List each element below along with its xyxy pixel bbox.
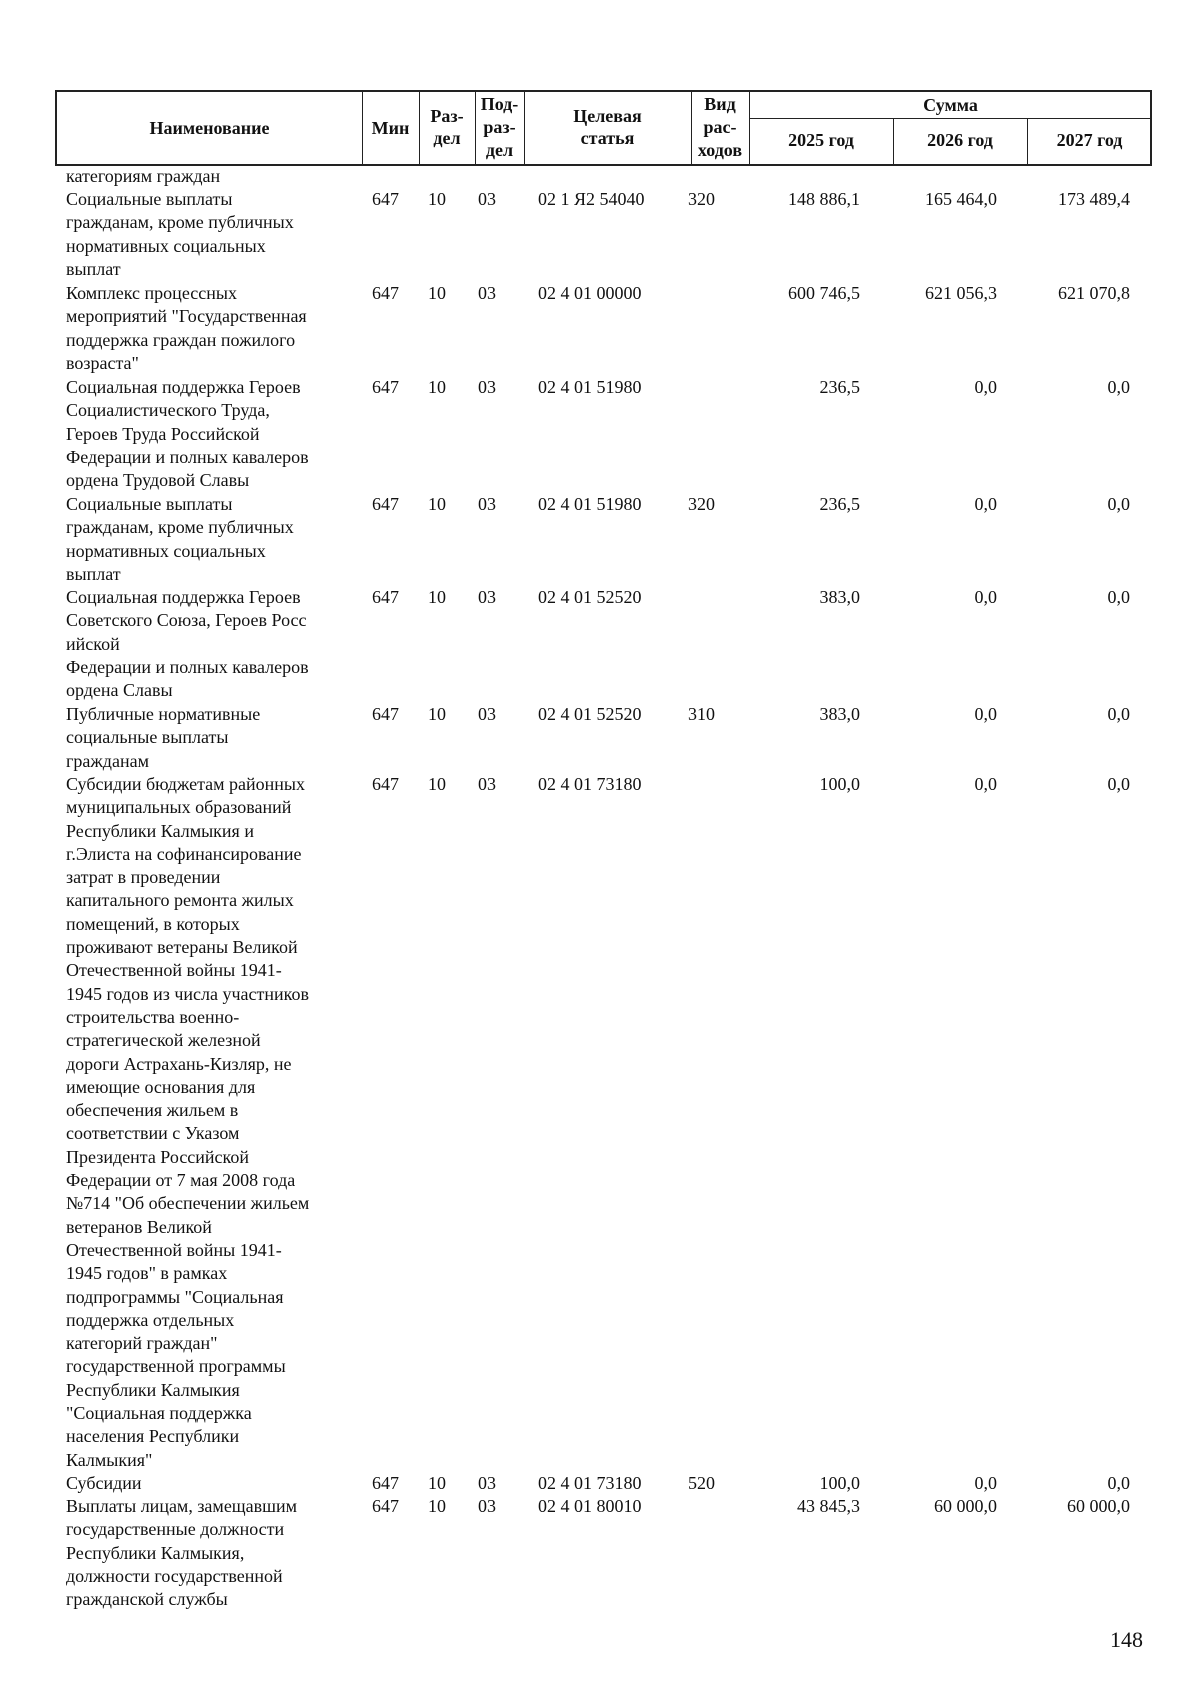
cell-vid: 520 bbox=[688, 1473, 715, 1493]
cell-2025: 43 845,3 bbox=[797, 1496, 860, 1516]
row-name-line: соответствии с Указом bbox=[66, 1123, 240, 1144]
row-name-line: поддержка отдельных bbox=[66, 1309, 235, 1330]
cell-razdel: 10 bbox=[428, 704, 446, 724]
row-name-line: Публичные нормативные bbox=[66, 704, 261, 724]
row-name-line: поддержка граждан пожилого bbox=[66, 329, 296, 350]
cell-2026: 60 000,0 bbox=[934, 1496, 997, 1516]
header-2025: 2025 год bbox=[788, 130, 854, 150]
row-name bbox=[66, 586, 356, 702]
cell-2025: 100,0 bbox=[819, 1473, 860, 1493]
row-name-line: нормативных социальных bbox=[66, 235, 266, 256]
cell-2027: 621 070,8 bbox=[1058, 283, 1130, 303]
header-summa: Сумма bbox=[923, 95, 978, 115]
header-vid-2: рас- bbox=[703, 117, 737, 137]
row-name-line: гражданам, кроме публичных bbox=[66, 212, 294, 233]
row-name bbox=[66, 1495, 356, 1611]
row-name-line: нормативных социальных bbox=[66, 540, 266, 561]
cell-podrazdel: 03 bbox=[478, 1473, 496, 1493]
cell-2027: 0,0 bbox=[1107, 704, 1130, 724]
row-name-line: возраста" bbox=[66, 352, 139, 373]
cell-razdel: 10 bbox=[428, 774, 446, 794]
row-name-line: ийской bbox=[66, 633, 120, 654]
cell-podrazdel: 03 bbox=[478, 704, 496, 724]
row-name-line: социальные выплаты bbox=[66, 727, 229, 748]
cell-2027: 0,0 bbox=[1107, 1473, 1130, 1493]
row-name-line: Республики Калмыкия, bbox=[66, 1542, 245, 1563]
row-name-line: должности государственной bbox=[66, 1565, 283, 1586]
cell-2026: 0,0 bbox=[974, 774, 997, 794]
row-name bbox=[66, 188, 356, 281]
row-name-line: капитального ремонта жилых bbox=[66, 890, 294, 911]
row-name-line: Федерации и полных кавалеров bbox=[66, 446, 309, 467]
row-name-line: строительства военно- bbox=[66, 1006, 240, 1027]
row-name-line: выплат bbox=[66, 258, 121, 279]
row-name bbox=[66, 773, 356, 1472]
cell-2026: 0,0 bbox=[974, 704, 997, 724]
cell-2026: 165 464,0 bbox=[925, 189, 997, 209]
row-name bbox=[66, 703, 356, 773]
row-name-line: затрат в проведении bbox=[66, 867, 221, 888]
row-name-line: Комплекс процессных bbox=[66, 283, 237, 303]
cell-min: 647 bbox=[372, 1473, 399, 1493]
cell-min: 647 bbox=[372, 587, 399, 607]
row-name-line: Социальные выплаты bbox=[66, 189, 233, 209]
row-name-line: ордена Трудовой Славы bbox=[66, 470, 250, 491]
cell-razdel: 10 bbox=[428, 377, 446, 397]
row-name-line: помещений, в которых bbox=[66, 913, 240, 934]
row-name-line: Социальная поддержка Героев bbox=[66, 587, 301, 607]
row-name-line: категорий граждан" bbox=[66, 1333, 218, 1354]
cell-2027: 60 000,0 bbox=[1067, 1496, 1130, 1516]
header-vid-3: ходов bbox=[697, 140, 743, 160]
cell-2027: 0,0 bbox=[1107, 377, 1130, 397]
cell-celevaya: 02 4 01 51980 bbox=[538, 494, 642, 514]
cell-2025: 100,0 bbox=[819, 774, 860, 794]
cell-2027: 0,0 bbox=[1107, 494, 1130, 514]
cell-min: 647 bbox=[372, 774, 399, 794]
header-razdel-2: дел bbox=[433, 128, 461, 148]
row-name-line: Социалистического Труда, bbox=[66, 400, 270, 421]
row-name-line: г.Элиста на софинансирование bbox=[66, 843, 302, 864]
row-name-line: №714 "Об обеспечении жильем bbox=[66, 1193, 310, 1214]
row-name-line: 1945 годов" в рамках bbox=[66, 1263, 228, 1284]
header-podrazdel-2: раз- bbox=[483, 117, 516, 137]
cell-celevaya: 02 4 01 73180 bbox=[538, 774, 642, 794]
cell-celevaya: 02 4 01 73180 bbox=[538, 1473, 642, 1493]
cell-podrazdel: 03 bbox=[478, 587, 496, 607]
cell-razdel: 10 bbox=[428, 1473, 446, 1493]
page-number: 148 bbox=[1110, 1627, 1143, 1652]
cell-2025: 236,5 bbox=[819, 494, 860, 514]
row-name bbox=[66, 376, 356, 492]
cell-min: 647 bbox=[372, 1496, 399, 1516]
cell-celevaya: 02 4 01 51980 bbox=[538, 377, 642, 397]
cell-razdel: 10 bbox=[428, 189, 446, 209]
cell-min: 647 bbox=[372, 377, 399, 397]
header-podrazdel-1: Под- bbox=[480, 94, 519, 114]
header-razdel-1: Раз- bbox=[430, 106, 464, 126]
header-podrazdel-3: дел bbox=[485, 140, 514, 160]
row-name-line: Советского Союза, Героев Росс bbox=[66, 610, 307, 631]
row-name-line: Отечественной войны 1941- bbox=[66, 960, 282, 981]
cell-2025: 383,0 bbox=[819, 587, 860, 607]
cell-min: 647 bbox=[372, 704, 399, 724]
cell-vid: 320 bbox=[688, 189, 715, 209]
cell-podrazdel: 03 bbox=[478, 283, 496, 303]
row-name-line: Республики Калмыкия bbox=[66, 1379, 240, 1400]
row-name-line: населения Республики bbox=[66, 1426, 240, 1447]
row-name-line: выплат bbox=[66, 563, 121, 584]
row-name bbox=[66, 282, 356, 375]
row-name-line: имеющие основания для bbox=[66, 1076, 256, 1097]
cell-min: 647 bbox=[372, 283, 399, 303]
cell-razdel: 10 bbox=[428, 283, 446, 303]
cell-vid: 320 bbox=[688, 494, 715, 514]
row-name bbox=[66, 493, 356, 586]
cell-2025: 236,5 bbox=[819, 377, 860, 397]
cell-2027: 0,0 bbox=[1107, 774, 1130, 794]
cell-2025: 148 886,1 bbox=[788, 189, 860, 209]
row-name-line: мероприятий "Государственная bbox=[66, 306, 307, 327]
cell-2026: 0,0 bbox=[974, 587, 997, 607]
cell-razdel: 10 bbox=[428, 494, 446, 514]
row-name-line: государственные должности bbox=[66, 1519, 285, 1540]
cell-2026: 621 056,3 bbox=[925, 283, 997, 303]
row-name-line: категориям граждан bbox=[66, 166, 221, 186]
cell-2026: 0,0 bbox=[974, 1473, 997, 1493]
row-name-line: Социальная поддержка Героев bbox=[66, 377, 301, 397]
row-name bbox=[66, 165, 356, 188]
cell-2027: 173 489,4 bbox=[1058, 189, 1130, 209]
row-name-line: Отечественной войны 1941- bbox=[66, 1239, 282, 1260]
cell-min: 647 bbox=[372, 189, 399, 209]
cell-2025: 600 746,5 bbox=[788, 283, 860, 303]
cell-2027: 0,0 bbox=[1107, 587, 1130, 607]
cell-2025: 383,0 bbox=[819, 704, 860, 724]
row-name-line: Выплаты лицам, замещавшим bbox=[66, 1496, 298, 1516]
row-name-line: Героев Труда Российской bbox=[66, 423, 260, 444]
header-2027: 2027 год bbox=[1056, 130, 1123, 150]
cell-celevaya: 02 4 01 52520 bbox=[538, 704, 642, 724]
cell-celevaya: 02 4 01 80010 bbox=[538, 1496, 642, 1516]
cell-vid: 310 bbox=[688, 704, 715, 724]
header-min: Мин bbox=[371, 118, 410, 138]
row-name-line: гражданам, кроме публичных bbox=[66, 517, 294, 538]
row-name-line: Субсидии бюджетам районных bbox=[66, 774, 306, 794]
cell-min: 647 bbox=[372, 494, 399, 514]
row-name-line: Социальные выплаты bbox=[66, 494, 233, 514]
row-name bbox=[66, 1472, 356, 1495]
row-name-line: гражданской службы bbox=[66, 1589, 228, 1610]
header-name: Наименование bbox=[149, 118, 270, 138]
row-name-line: "Социальная поддержка bbox=[66, 1403, 252, 1424]
cell-podrazdel: 03 bbox=[478, 774, 496, 794]
cell-2026: 0,0 bbox=[974, 494, 997, 514]
row-name-line: муниципальных образований bbox=[66, 797, 292, 818]
row-name-line: Федерации от 7 мая 2008 года bbox=[66, 1170, 296, 1191]
header-celevaya-1: Целевая bbox=[573, 106, 642, 126]
summa-divider bbox=[749, 118, 1152, 119]
header-vid-1: Вид bbox=[704, 94, 736, 114]
cell-podrazdel: 03 bbox=[478, 189, 496, 209]
row-name-line: государственной программы bbox=[66, 1356, 286, 1377]
table-header bbox=[55, 90, 1152, 166]
row-name-line: проживают ветераны Великой bbox=[66, 937, 298, 958]
cell-podrazdel: 03 bbox=[478, 377, 496, 397]
row-name-line: стратегической железной bbox=[66, 1030, 261, 1051]
row-name-line: ордена Славы bbox=[66, 680, 173, 701]
cell-podrazdel: 03 bbox=[478, 494, 496, 514]
cell-razdel: 10 bbox=[428, 1496, 446, 1516]
row-name-line: Республики Калмыкия и bbox=[66, 820, 254, 841]
row-name-line: подпрограммы "Социальная bbox=[66, 1286, 284, 1307]
row-name-line: Президента Российской bbox=[66, 1146, 250, 1167]
row-name-line: дороги Астрахань-Кизляр, не bbox=[66, 1053, 292, 1074]
cell-2026: 0,0 bbox=[974, 377, 997, 397]
row-name-line: 1945 годов из числа участников bbox=[66, 983, 309, 1004]
row-name-line: гражданам bbox=[66, 750, 149, 771]
header-2026: 2026 год bbox=[927, 130, 993, 150]
row-name-line: ветеранов Великой bbox=[66, 1216, 212, 1237]
row-name-line: обеспечения жильем в bbox=[66, 1100, 239, 1121]
cell-podrazdel: 03 bbox=[478, 1496, 496, 1516]
row-name-line: Федерации и полных кавалеров bbox=[66, 656, 309, 677]
cell-razdel: 10 bbox=[428, 587, 446, 607]
cell-celevaya: 02 4 01 52520 bbox=[538, 587, 642, 607]
row-name-line: Субсидии bbox=[66, 1473, 142, 1493]
cell-celevaya: 02 1 Я2 54040 bbox=[538, 189, 645, 209]
row-name-line: Калмыкия" bbox=[66, 1449, 153, 1470]
header-celevaya-2: статья bbox=[580, 128, 635, 148]
cell-celevaya: 02 4 01 00000 bbox=[538, 283, 642, 303]
